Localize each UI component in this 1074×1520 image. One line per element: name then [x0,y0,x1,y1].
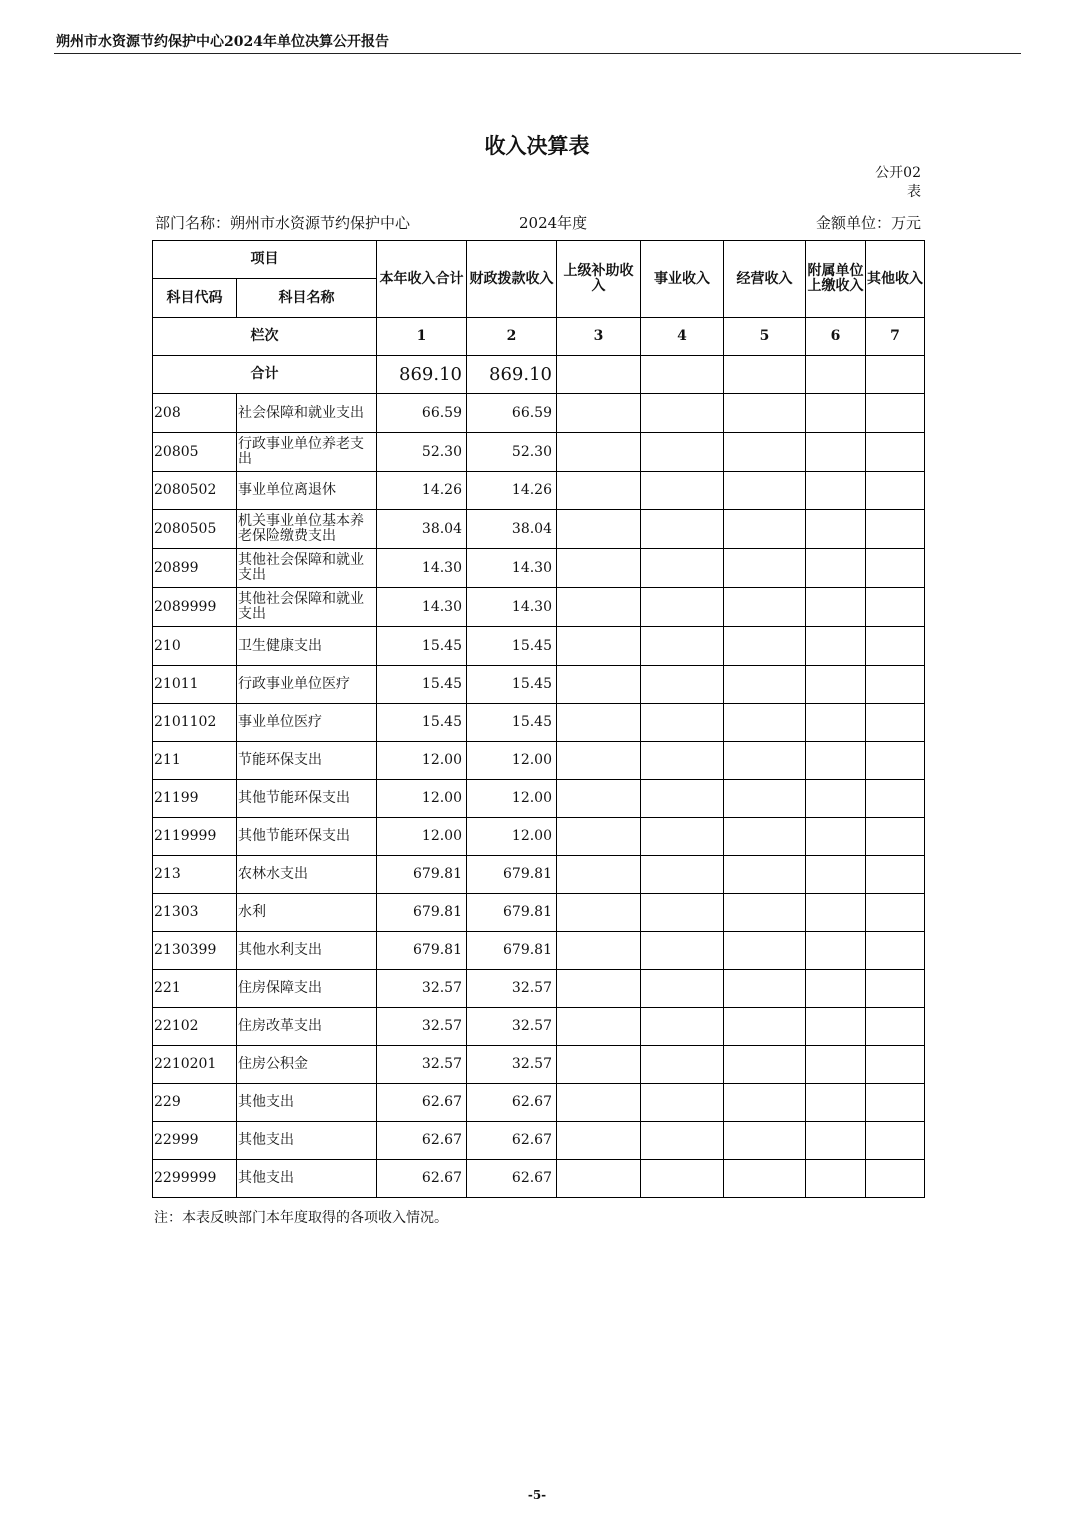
empty-cell [724,932,806,970]
empty-cell [724,1046,806,1084]
empty-cell [866,356,925,394]
table-note: 注：本表反映部门本年度取得的各项收入情况。 [154,1210,448,1226]
empty-cell [866,627,925,666]
row-fiscal: 52.30 [467,433,557,472]
table-row [153,433,925,472]
empty-cell [557,894,641,932]
row-code: 21011 [153,666,237,704]
row-name: 节能环保支出 [237,742,377,780]
empty-cell [866,510,925,549]
empty-cell [866,472,925,510]
row-name: 其他水利支出 [237,932,377,970]
row-fiscal: 12.00 [467,780,557,818]
empty-cell [557,970,641,1008]
empty-cell [641,1160,724,1198]
column-index: 4 [641,318,724,356]
row-fiscal: 32.57 [467,1008,557,1046]
row-total: 66.59 [377,394,467,433]
row-total: 679.81 [377,856,467,894]
row-name: 其他节能环保支出 [237,780,377,818]
row-fiscal: 679.81 [467,894,557,932]
row-name: 卫生健康支出 [237,627,377,666]
empty-cell [557,433,641,472]
empty-cell [724,394,806,433]
empty-cell [806,1122,866,1160]
empty-cell [724,704,806,742]
empty-cell [641,394,724,433]
table-row [153,510,925,549]
row-total: 15.45 [377,704,467,742]
empty-cell [724,856,806,894]
table-row [153,627,925,666]
row-code: 210 [153,627,237,666]
row-code: 2130399 [153,932,237,970]
row-code: 2101102 [153,704,237,742]
row-total: 62.67 [377,1160,467,1198]
fiscal-year: 2024年度 [519,214,588,232]
empty-cell [557,780,641,818]
empty-cell [641,356,724,394]
empty-cell [806,510,866,549]
row-total: 14.30 [377,549,467,588]
total-row-total: 869.10 [377,356,467,394]
empty-cell [641,627,724,666]
header-name: 科目名称 [237,279,377,318]
row-name: 其他社会保障和就业支出 [237,588,377,627]
row-total: 32.57 [377,970,467,1008]
empty-cell [866,970,925,1008]
header-item: 项目 [153,241,377,279]
empty-cell [724,780,806,818]
empty-cell [866,1122,925,1160]
row-total: 15.45 [377,627,467,666]
empty-cell [641,1084,724,1122]
empty-cell [866,1160,925,1198]
page-number: -5- [527,1488,547,1502]
empty-cell [557,1122,641,1160]
row-code: 22102 [153,1008,237,1046]
empty-cell [724,588,806,627]
row-name: 农林水支出 [237,856,377,894]
table-body [153,241,925,1198]
row-total: 15.45 [377,666,467,704]
row-name: 行政事业单位医疗 [237,666,377,704]
empty-cell [866,704,925,742]
empty-cell [806,627,866,666]
row-code: 21303 [153,894,237,932]
row-total: 52.30 [377,433,467,472]
empty-cell [806,1046,866,1084]
table-row [153,1160,925,1198]
empty-cell [557,666,641,704]
row-total: 14.26 [377,472,467,510]
table-row [153,666,925,704]
row-code: 22999 [153,1122,237,1160]
row-code: 2080502 [153,472,237,510]
empty-cell [724,510,806,549]
empty-cell [641,510,724,549]
row-name: 住房保障支出 [237,970,377,1008]
empty-cell [557,1046,641,1084]
row-total: 62.67 [377,1122,467,1160]
empty-cell [806,780,866,818]
table-row [153,549,925,588]
total-row-label: 合计 [153,356,377,394]
row-total: 12.00 [377,742,467,780]
empty-cell [724,742,806,780]
row-fiscal: 15.45 [467,704,557,742]
empty-cell [641,1122,724,1160]
row-total: 12.00 [377,780,467,818]
empty-cell [557,704,641,742]
empty-cell [806,1160,866,1198]
empty-cell [557,856,641,894]
empty-cell [866,394,925,433]
empty-cell [557,356,641,394]
header-business: 事业收入 [641,241,724,318]
empty-cell [724,472,806,510]
row-fiscal: 38.04 [467,510,557,549]
empty-cell [641,704,724,742]
form-number-code: 公开02 [875,165,921,181]
empty-cell [557,1160,641,1198]
empty-cell [724,894,806,932]
header-code: 科目代码 [153,279,237,318]
row-name: 水利 [237,894,377,932]
header-affiliated: 附属单位上缴收入 [806,241,866,318]
empty-cell [806,666,866,704]
running-header: 朔州市水资源节约保护中心2024年单位决算公开报告 [56,34,389,50]
empty-cell [866,433,925,472]
empty-cell [641,818,724,856]
row-total: 32.57 [377,1008,467,1046]
row-code: 213 [153,856,237,894]
empty-cell [641,1008,724,1046]
column-index: 3 [557,318,641,356]
empty-cell [724,970,806,1008]
table-row [153,894,925,932]
empty-cell [866,1008,925,1046]
table-row [153,588,925,627]
row-name: 事业单位离退休 [237,472,377,510]
row-name: 其他节能环保支出 [237,818,377,856]
empty-cell [724,666,806,704]
empty-cell [806,856,866,894]
row-code: 2210201 [153,1046,237,1084]
header-fiscal: 财政拨款收入 [467,241,557,318]
row-name: 事业单位医疗 [237,704,377,742]
row-code: 21199 [153,780,237,818]
income-table [152,240,925,1198]
empty-cell [866,818,925,856]
table-row [153,704,925,742]
row-fiscal: 62.67 [467,1160,557,1198]
empty-cell [641,894,724,932]
empty-cell [557,932,641,970]
row-code: 2080505 [153,510,237,549]
empty-cell [866,549,925,588]
table-row [153,1084,925,1122]
header-superior: 上级补助收入 [557,241,641,318]
table-row [153,1046,925,1084]
empty-cell [866,932,925,970]
row-fiscal: 679.81 [467,856,557,894]
table-row [153,856,925,894]
column-index: 6 [806,318,866,356]
row-code: 211 [153,742,237,780]
empty-cell [806,588,866,627]
column-index: 1 [377,318,467,356]
empty-cell [641,970,724,1008]
empty-cell [806,1008,866,1046]
row-fiscal: 14.26 [467,472,557,510]
empty-cell [806,1084,866,1122]
form-number-suffix: 表 [907,184,921,200]
table-row [153,394,925,433]
empty-cell [557,818,641,856]
row-name: 其他支出 [237,1084,377,1122]
row-fiscal: 15.45 [467,627,557,666]
header-other: 其他收入 [866,241,925,318]
empty-cell [724,1084,806,1122]
row-name: 住房公积金 [237,1046,377,1084]
empty-cell [724,433,806,472]
empty-cell [806,356,866,394]
empty-cell [806,433,866,472]
row-code: 221 [153,970,237,1008]
empty-cell [557,627,641,666]
table-row [153,1008,925,1046]
row-code: 2089999 [153,588,237,627]
empty-cell [641,1046,724,1084]
empty-cell [866,742,925,780]
table-row [153,818,925,856]
empty-cell [806,704,866,742]
row-fiscal: 66.59 [467,394,557,433]
empty-cell [806,742,866,780]
row-total: 679.81 [377,894,467,932]
row-code: 229 [153,1084,237,1122]
row-name: 其他支出 [237,1122,377,1160]
column-index-label: 栏次 [153,318,377,356]
empty-cell [641,780,724,818]
empty-cell [557,1008,641,1046]
empty-cell [724,627,806,666]
row-name: 住房改革支出 [237,1008,377,1046]
column-index: 2 [467,318,557,356]
row-fiscal: 15.45 [467,666,557,704]
row-fiscal: 12.00 [467,742,557,780]
empty-cell [641,433,724,472]
row-code: 208 [153,394,237,433]
row-fiscal: 62.67 [467,1084,557,1122]
empty-cell [724,1008,806,1046]
empty-cell [724,356,806,394]
empty-cell [724,1160,806,1198]
header-operating: 经营收入 [724,241,806,318]
empty-cell [724,549,806,588]
row-code: 2299999 [153,1160,237,1198]
empty-cell [866,666,925,704]
column-index: 5 [724,318,806,356]
empty-cell [641,742,724,780]
empty-cell [806,894,866,932]
empty-cell [557,1084,641,1122]
amount-unit: 金额单位：万元 [815,214,921,232]
empty-cell [641,666,724,704]
header-total: 本年收入合计 [377,241,467,318]
empty-cell [806,818,866,856]
total-row-fiscal: 869.10 [467,356,557,394]
page-title: 收入决算表 [484,133,590,158]
department-label: 部门名称：朔州市水资源节约保护中心 [155,214,411,232]
empty-cell [806,394,866,433]
row-code: 20805 [153,433,237,472]
table-row [153,472,925,510]
row-fiscal: 14.30 [467,549,557,588]
table-row [153,780,925,818]
row-fiscal: 12.00 [467,818,557,856]
empty-cell [557,510,641,549]
empty-cell [806,970,866,1008]
empty-cell [557,472,641,510]
row-code: 2119999 [153,818,237,856]
row-fiscal: 14.30 [467,588,557,627]
row-total: 12.00 [377,818,467,856]
empty-cell [641,856,724,894]
row-fiscal: 32.57 [467,970,557,1008]
table-row [153,742,925,780]
row-total: 14.30 [377,588,467,627]
empty-cell [557,394,641,433]
row-code: 20899 [153,549,237,588]
header-rule [54,53,1021,54]
row-total: 679.81 [377,932,467,970]
form-number [861,164,921,202]
empty-cell [724,818,806,856]
empty-cell [557,588,641,627]
empty-cell [806,932,866,970]
column-index: 7 [866,318,925,356]
empty-cell [866,894,925,932]
row-total: 38.04 [377,510,467,549]
empty-cell [866,780,925,818]
empty-cell [866,856,925,894]
table-row [153,970,925,1008]
empty-cell [866,1046,925,1084]
row-fiscal: 32.57 [467,1046,557,1084]
row-name: 社会保障和就业支出 [237,394,377,433]
table-row [153,1122,925,1160]
empty-cell [557,742,641,780]
row-total: 32.57 [377,1046,467,1084]
empty-cell [641,472,724,510]
empty-cell [557,549,641,588]
empty-cell [724,1122,806,1160]
table-row [153,932,925,970]
row-name: 其他支出 [237,1160,377,1198]
row-name: 行政事业单位养老支出 [237,433,377,472]
row-fiscal: 679.81 [467,932,557,970]
empty-cell [806,472,866,510]
empty-cell [806,549,866,588]
empty-cell [641,588,724,627]
empty-cell [866,588,925,627]
empty-cell [641,932,724,970]
row-name: 其他社会保障和就业支出 [237,549,377,588]
empty-cell [641,549,724,588]
row-total: 62.67 [377,1084,467,1122]
row-fiscal: 62.67 [467,1122,557,1160]
row-name: 机关事业单位基本养老保险缴费支出 [237,510,377,549]
empty-cell [866,1084,925,1122]
